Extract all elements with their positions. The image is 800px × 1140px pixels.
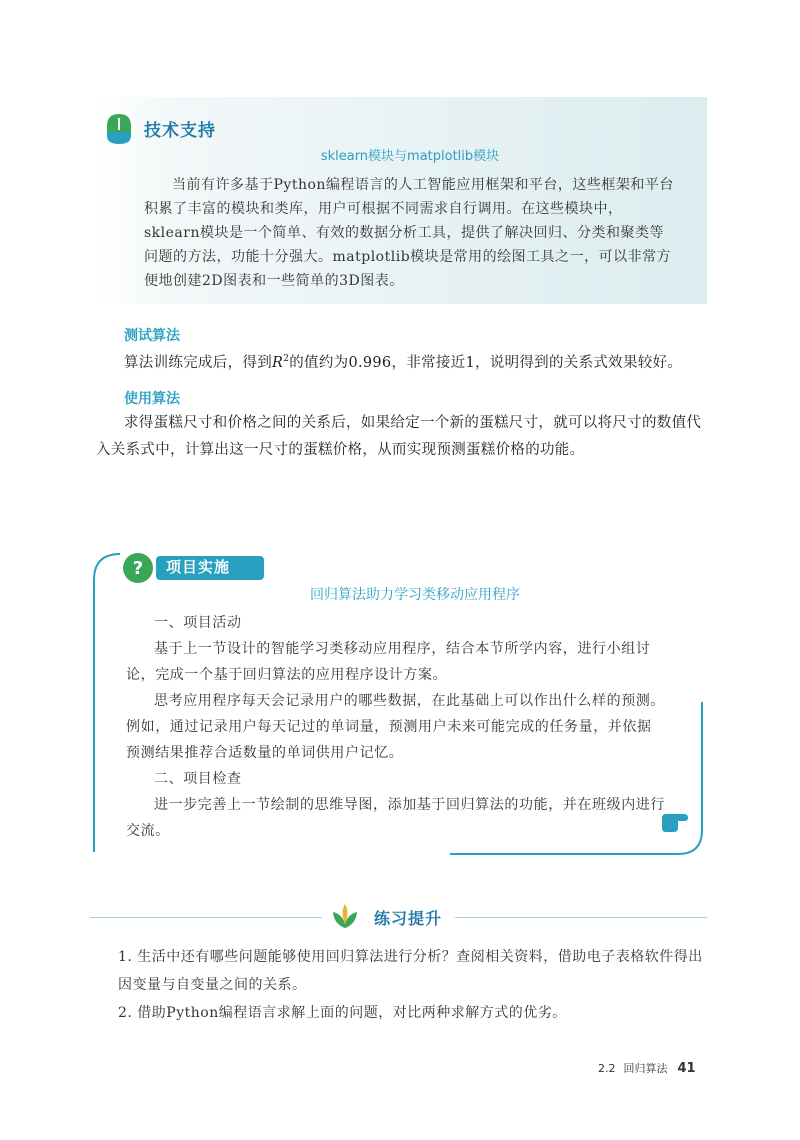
use-algorithm-text: 求得蛋糕尺寸和价格之间的关系后，如果给定一个新的蛋糕尺寸，就可以将尺寸的数值代入关系式中，计算出这一尺寸的蛋糕价格，从而实现预测蛋糕价格的功能。 — [96, 415, 702, 458]
page-footer — [598, 1060, 696, 1076]
practice-divider-right — [455, 917, 707, 918]
activity-heading: 一、项目活动 — [154, 615, 242, 631]
practice-question-1: 1. 生活中还有哪些问题能够使用回归算法进行分析？查阅相关资料，借助电子表格软件得出因变量与自变量之间的关系。 — [118, 949, 703, 993]
tech-support-icon — [104, 112, 134, 146]
check-paragraph: 进一步完善上一节绘制的思维导图，添加基于回归算法的功能，并在班级内进行交流。 — [126, 797, 665, 839]
activity-paragraph-2: 思考应用程序每天会记录用户的哪些数据，在此基础上可以作出什么样的预测。例如，通过记录用户每天记过的单词量，预测用户未来可能完成的任务量，并依据预测结果推荐合适数量的单词供用户记忆。 — [126, 693, 665, 761]
practice-sprout-icon — [330, 902, 360, 930]
activity-paragraph-1: 基于上一节设计的智能学习类移动应用程序，结合本节所学内容，进行小组讨论，完成一个基于回归算法的应用程序设计方案。 — [126, 641, 651, 683]
practice-list — [118, 943, 708, 1027]
practice-divider-left — [90, 917, 322, 918]
tech-support-subtitle: sklearn模块与matplotlib模块 — [320, 149, 500, 164]
check-heading: 二、项目检查 — [154, 771, 242, 787]
project-body — [126, 610, 666, 844]
tech-support-title: 技术支持 — [144, 121, 216, 141]
svg-text:?: ? — [132, 558, 144, 579]
tech-support-paragraph: 当前有许多基于Python编程语言的人工智能应用框架和平台，这些框架和平台积累了丰富的模块和类库，用户可根据不同需求自行调用。在这些模块中，sklearn模块是一个简单、有效的数据分析工具，提供了解决回归、分类和聚类等问题的方法，功能十分强大。matplotlib模块是常用的绘图工具之一，可以非常方便地创建2D图表和一些简单的3D图表。 — [144, 177, 674, 289]
use-algorithm-heading: 使用算法 — [124, 391, 180, 407]
project-badge-label: 项目实施 — [166, 558, 231, 576]
pointing-hand-icon — [660, 812, 690, 834]
test-algorithm-heading: 测试算法 — [124, 328, 180, 344]
practice-title: 练习提升 — [374, 909, 443, 928]
practice-question-2: 2. 借助Python编程语言求解上面的问题，对比两种求解方式的优劣。 — [118, 1005, 567, 1021]
page-number: 41 — [677, 1061, 696, 1076]
footer-section-number: 2.2 — [598, 1062, 616, 1075]
test-algorithm-text: 算法训练完成后，得到$R^2$的值约为0.996，非常接近1，说明得到的关系式效果较好。 — [124, 354, 683, 371]
footer-section-name: 回归算法 — [623, 1062, 668, 1075]
project-title: 回归算法助力学习类移动应用程序 — [310, 587, 520, 603]
